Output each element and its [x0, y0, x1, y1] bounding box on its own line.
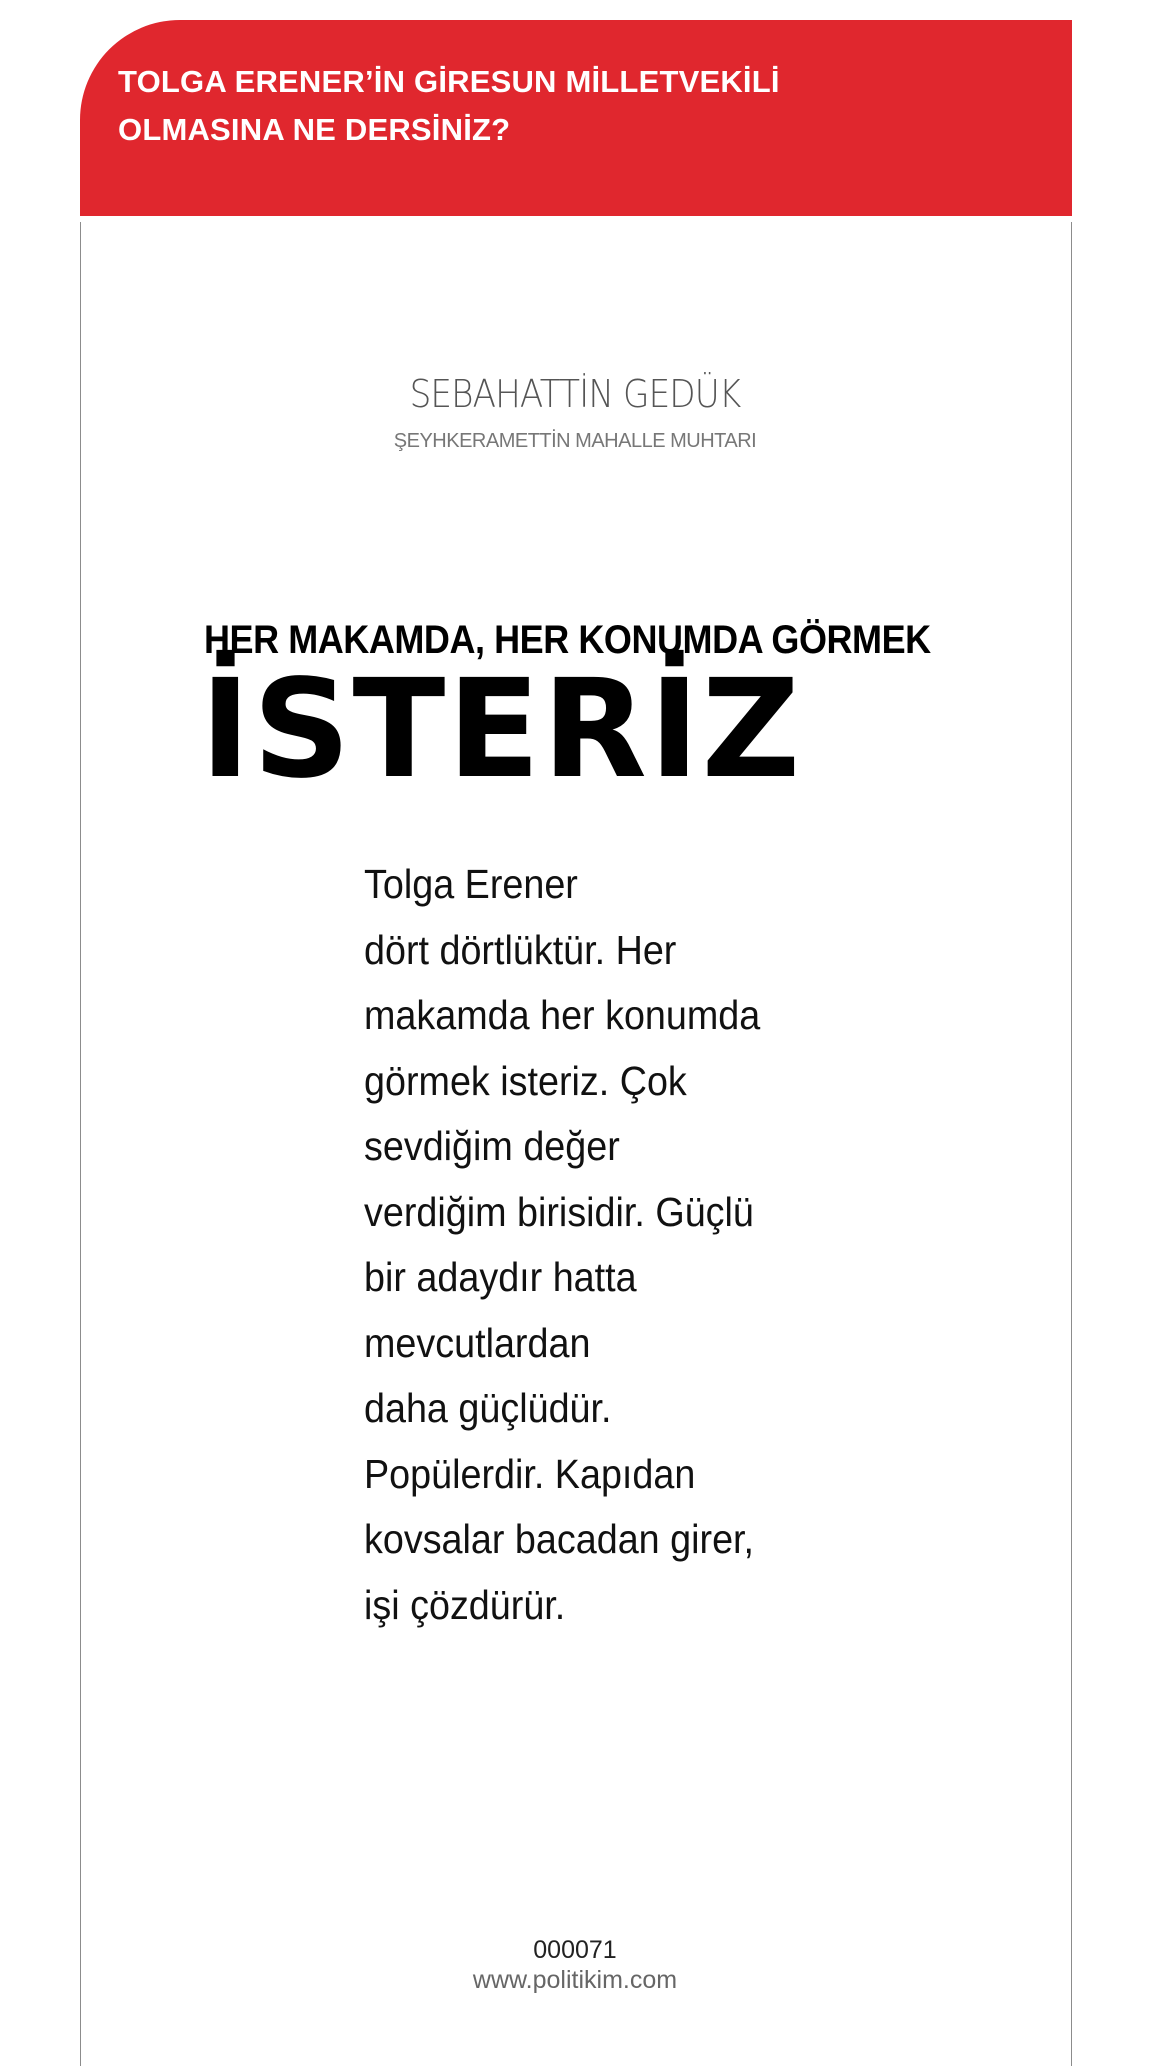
- quote-line: makamda her konumda: [364, 992, 761, 1038]
- website-url: www.politikim.com: [472, 1966, 678, 1994]
- quote-line: kovsalar bacadan girer,: [364, 1516, 755, 1562]
- subheadline: HER MAKAMDA, HER KONUMDA GÖRMEK: [204, 618, 931, 662]
- quote-line: Popülerdir. Kapıdan: [364, 1450, 696, 1497]
- quote-line: dört dörtlüktür. Her: [364, 926, 677, 973]
- quote-line: mevcutlardan: [364, 1319, 591, 1366]
- quote-line: görmek isteriz. Çok: [364, 1057, 687, 1104]
- author-name: SEBAHATTİN GEDÜK: [409, 372, 741, 416]
- quote-line: verdiğim birisidir. Güçlü: [364, 1188, 754, 1235]
- author-title: ŞEYHKERAMETTİN MAHALLE MUHTARI: [393, 430, 757, 452]
- quote-line: bir adaydır hatta: [364, 1254, 637, 1300]
- quote-line: işi çözdürür.: [364, 1581, 566, 1628]
- headline: İSTERİZ: [200, 651, 803, 809]
- quote-text: [364, 852, 884, 1638]
- quote-line: daha güçlüdür.: [364, 1385, 612, 1431]
- quote-line: Tolga Erener: [364, 861, 578, 907]
- quote-line: sevdiğim değer: [364, 1123, 620, 1169]
- banner-title: TOLGA ERENER’İN GİRESUN MİLLETVEKİLİ OLMASINA NE DERSİNİZ?: [118, 64, 780, 147]
- document-code: 000071: [533, 1936, 617, 1964]
